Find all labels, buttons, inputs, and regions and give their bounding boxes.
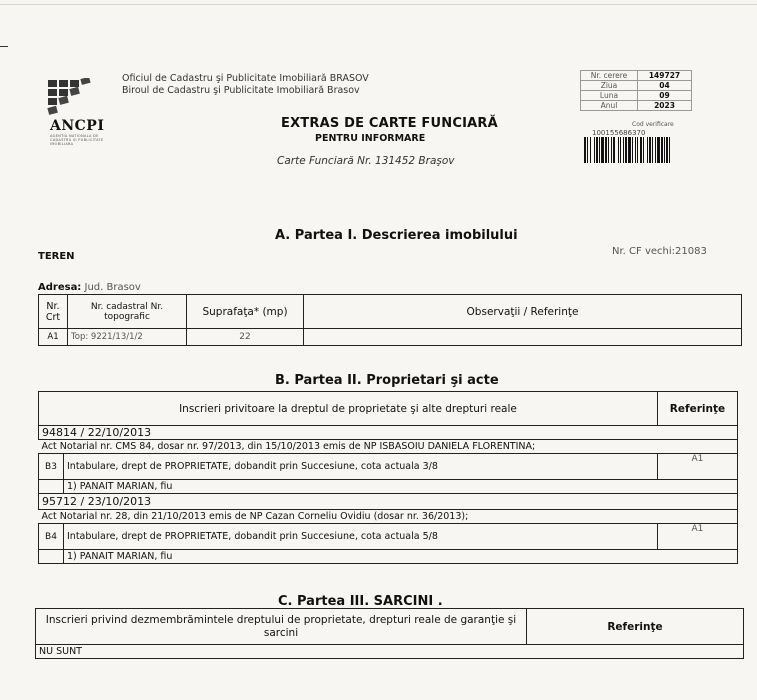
- entry-2-blank: [39, 550, 64, 564]
- luna-value: 09: [638, 91, 692, 101]
- entry-2-code: B4: [39, 524, 64, 550]
- col-referinte: Referinţe: [657, 392, 737, 426]
- col-observatii: Observaţii / Referinţe: [304, 295, 742, 329]
- nr-cerere-value: 149727: [638, 71, 692, 81]
- luna-label: Luna: [581, 91, 638, 101]
- partea-3-table: [35, 608, 744, 659]
- row-observatii: [304, 329, 742, 346]
- adresa-value: Jud. Brasov: [84, 282, 141, 293]
- ziua-value: 04: [638, 81, 692, 91]
- entry-2-owner: 1) PANAIT MARIAN, fiu: [64, 550, 738, 564]
- entry-1-owner: 1) PANAIT MARIAN, fiu: [64, 480, 738, 494]
- cf-vechi: Nr. CF vechi:21083: [612, 246, 707, 257]
- row-nr: A1: [39, 329, 68, 346]
- partea-2-title: B. Partea II. Proprietari şi acte: [275, 373, 499, 388]
- document-subtitle: PENTRU INFORMARE: [315, 133, 426, 144]
- partea-1-table: [38, 294, 742, 346]
- entry-1-act: Act Notarial nr. CMS 84, dosar nr. 97/2013, din 15/10/2013 emis de NP ISBASOIU DANIELA FLORENTINA;: [39, 440, 738, 454]
- ziua-label: Ziua: [581, 81, 638, 91]
- col-inscrieri: Inscrieri privitoare la dreptul de proprietate şi alte drepturi reale: [39, 392, 658, 426]
- anul-label: Anul: [581, 101, 638, 111]
- col-sarcini-referinte: Referinţe: [527, 609, 744, 645]
- barcode-icon: [584, 137, 720, 163]
- request-info-box: [580, 70, 692, 111]
- property-type: TEREN: [38, 251, 75, 262]
- entry-1-blank: [39, 480, 64, 494]
- sarcini-value: NU SUNT: [36, 645, 744, 659]
- cod-verificare-label: Cod verificare: [632, 121, 674, 128]
- col-sarcini: Inscrieri privind dezmembrămintele dreptului de proprietate, drepturi reale de garanţie şi sarcini: [36, 609, 527, 645]
- adresa-label: Adresa:: [38, 282, 82, 293]
- entry-2-desc: Intabulare, drept de PROPRIETATE, dobandit prin Succesiune, cota actuala 5/8: [64, 524, 658, 550]
- entry-2-nr: 95712 / 23/10/2013: [39, 494, 738, 510]
- entry-2-ref: A1: [657, 524, 737, 550]
- entry-1-ref: A1: [657, 454, 737, 480]
- cod-verificare-value: 100155686370: [592, 129, 646, 137]
- entry-1-desc: Intabulare, drept de PROPRIETATE, dobandit prin Succesiune, cota actuala 3/8: [64, 454, 658, 480]
- ancpi-logo-icon: [46, 78, 92, 118]
- margin-mark: [0, 46, 8, 47]
- col-nr-cadastral: Nr. cadastral Nr. topografic: [68, 295, 187, 329]
- entry-2-act: Act Notarial nr. 28, din 21/10/2013 emis de NP Cazan Corneliu Ovidiu (dosar nr. 36/2013);: [39, 510, 738, 524]
- entry-1-code: B3: [39, 454, 64, 480]
- partea-1-title: A. Partea I. Descrierea imobilului: [275, 228, 518, 243]
- office-line-2: Biroul de Cadastru şi Publicitate Imobiliară Brasov: [122, 85, 360, 96]
- page-edge: [0, 4, 757, 5]
- document-title: EXTRAS DE CARTE FUNCIARĂ: [281, 116, 498, 131]
- carte-funciara-number: Carte Funciară Nr. 131452 Braşov: [277, 155, 455, 167]
- anul-value: 2023: [638, 101, 692, 111]
- nr-cerere-label: Nr. cerere: [581, 71, 638, 81]
- row-cadastral: Top: 9221/13/1/2: [68, 329, 187, 346]
- row-suprafata: 22: [187, 329, 304, 346]
- partea-3-title: C. Partea III. SARCINI .: [278, 594, 443, 609]
- entry-1-nr: 94814 / 22/10/2013: [39, 426, 738, 440]
- col-suprafata: Suprafaţa* (mp): [187, 295, 304, 329]
- office-line-1: Oficiul de Cadastru şi Publicitate Imobiliară BRASOV: [122, 73, 369, 84]
- logo-subtitle: AGENTIA NATIONALA DE CADASTRU SI PUBLICITATE IMOBILIARA: [50, 134, 104, 146]
- partea-2-table: [38, 391, 738, 564]
- logo-wordmark: ANCPI: [50, 118, 105, 134]
- col-nr-crt: Nr. Crt: [39, 295, 68, 329]
